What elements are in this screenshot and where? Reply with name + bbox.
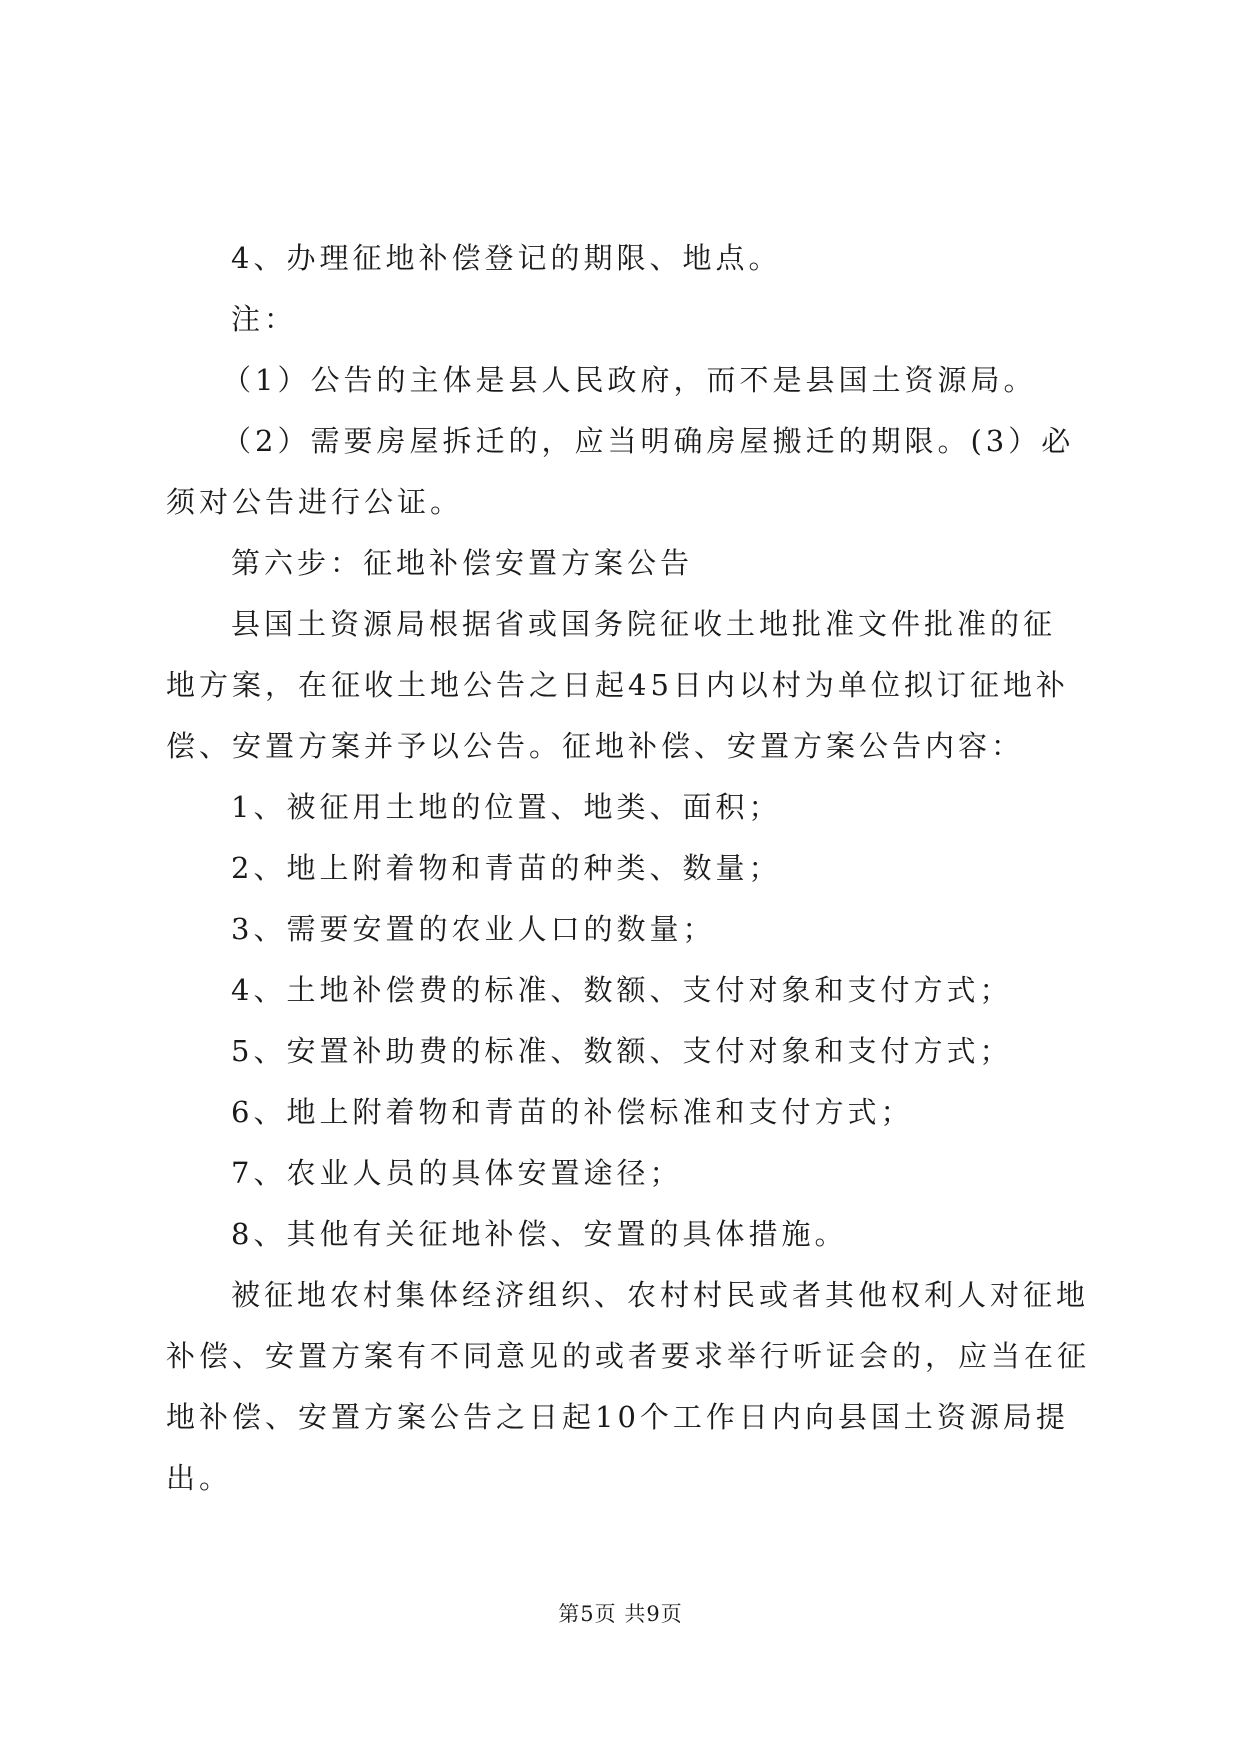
list-item: 3、需要安置的农业人口的数量；: [231, 912, 716, 946]
section-heading-step-6: 第六步：征地补偿安置方案公告: [231, 546, 694, 580]
paragraph-line: 地方案，在征收土地公告之日起45日内以村为单位拟订征地补: [166, 668, 1069, 702]
list-item: 2、地上附着物和青苗的种类、数量；: [231, 851, 782, 885]
paragraph-line: 地补偿、安置方案公告之日起10个工作日内向县国土资源局提: [166, 1400, 1069, 1434]
paragraph-line: 被征地农村集体经济组织、农村村民或者其他权利人对征地: [231, 1278, 1090, 1312]
list-item: 7、农业人员的具体安置途径；: [231, 1156, 683, 1190]
note-item-1: （1）公告的主体是县人民政府，而不是县国土资源局。: [222, 363, 1037, 397]
paragraph-line: 补偿、安置方案有不同意见的或者要求举行听证会的，应当在征: [166, 1339, 1091, 1373]
page-footer: 第5页 共9页: [558, 1602, 683, 1626]
paragraph-line: 县国土资源局根据省或国务院征收土地批准文件批准的征: [231, 607, 1057, 641]
list-item: 4、土地补偿费的标准、数额、支付对象和支付方式；: [231, 973, 1013, 1007]
list-item: 6、地上附着物和青苗的补偿标准和支付方式；: [231, 1095, 914, 1129]
document-body: [166, 228, 1091, 1509]
list-item-4-registration: 4、办理征地补偿登记的期限、地点。: [231, 241, 782, 275]
list-item: 1、被征用土地的位置、地类、面积；: [231, 790, 782, 824]
note-label: 注：: [231, 302, 298, 336]
list-item: 5、安置补助费的标准、数额、支付对象和支付方式；: [231, 1034, 1013, 1068]
note-item-2-3: （2）需要房屋拆迁的，应当明确房屋搬迁的期限。(3）必: [222, 424, 1075, 458]
paragraph-line: 偿、安置方案并予以公告。征地补偿、安置方案公告内容：: [166, 729, 1025, 763]
list-item: 8、其他有关征地补偿、安置的具体措施。: [231, 1217, 848, 1251]
paragraph-line: 出。: [166, 1461, 233, 1495]
note-item-3-continuation: 须对公告进行公证。: [166, 485, 464, 519]
